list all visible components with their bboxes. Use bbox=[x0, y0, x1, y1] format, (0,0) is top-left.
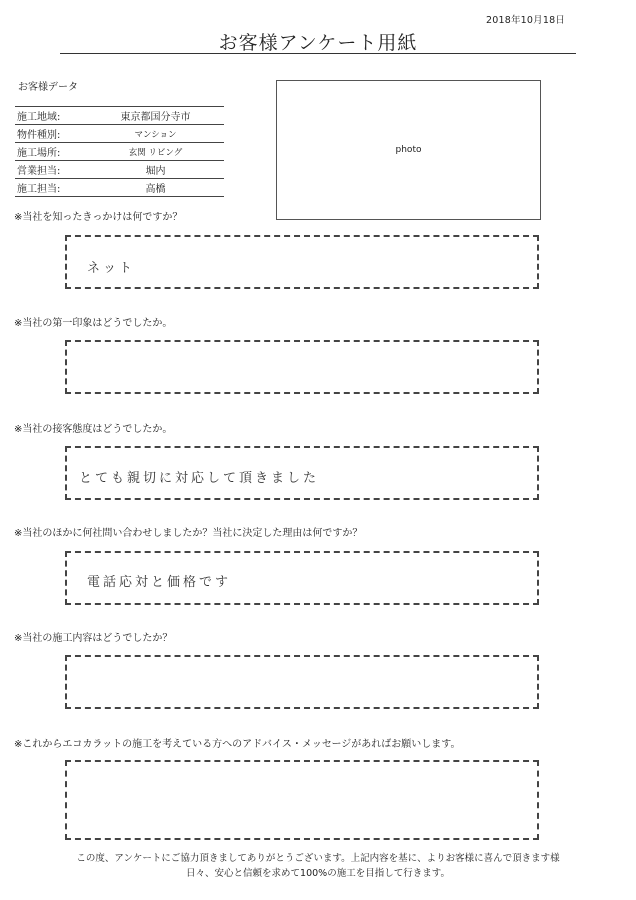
table-row bbox=[15, 179, 224, 197]
table-row bbox=[15, 143, 224, 161]
photo-placeholder bbox=[276, 80, 541, 220]
photo-label: photo bbox=[395, 145, 422, 155]
question-service-attitude: ※当社の接客態度はどうでしたか。 bbox=[14, 424, 173, 435]
row-label-area: 施工地域: bbox=[15, 107, 87, 125]
page-title: お客様アンケート用紙 bbox=[218, 32, 418, 54]
table-row bbox=[15, 125, 224, 143]
answer-text-how-found: ネット bbox=[87, 261, 136, 276]
row-value-sales-rep: 堀内 bbox=[87, 161, 224, 179]
title-underline bbox=[60, 53, 576, 54]
row-value-area: 東京都国分寺市 bbox=[87, 107, 224, 125]
row-value-installer: 高橋 bbox=[87, 179, 224, 197]
question-installation-quality: ※当社の施工内容はどうでしたか？ bbox=[14, 633, 173, 644]
row-value-property-type: マンション bbox=[87, 125, 224, 143]
question-how-found: ※当社を知ったきっかけは何ですか？ bbox=[14, 212, 183, 223]
answer-box-first-impression[interactable] bbox=[65, 340, 539, 394]
footer-line-1: この度、アンケートにご協力頂きましてありがとうございます。上記内容を基に、よりお客様に喜んで頂きます様 bbox=[76, 853, 560, 864]
question-first-impression: ※当社の第一印象はどうでしたか。 bbox=[14, 318, 173, 329]
answer-text-other-companies: 電話応対と価格です bbox=[87, 575, 232, 590]
answer-box-installation-quality[interactable] bbox=[65, 655, 539, 709]
customer-data-table bbox=[15, 106, 224, 197]
row-label-sales-rep: 営業担当: bbox=[15, 161, 87, 179]
answer-box-how-found[interactable] bbox=[65, 235, 539, 289]
question-advice-message: ※これからエコカラットの施工を考えている方へのアドバイス・メッセージがあればお願いします。 bbox=[14, 739, 461, 750]
survey-date: 2018年10月18日 bbox=[486, 15, 566, 26]
row-label-location: 施工場所: bbox=[15, 143, 87, 161]
footer-line-2: 日々、安心と信頼を求めて100%の施工を目指して行きます。 bbox=[186, 868, 450, 879]
row-label-property-type: 物件種別: bbox=[15, 125, 87, 143]
answer-text-service-attitude: とても親切に対応して頂きました bbox=[79, 471, 320, 486]
row-label-installer: 施工担当: bbox=[15, 179, 87, 197]
answer-box-other-companies[interactable] bbox=[65, 551, 539, 605]
answer-box-service-attitude[interactable] bbox=[65, 446, 539, 500]
answer-box-advice-message[interactable] bbox=[65, 760, 539, 840]
customer-data-heading: お客様データ bbox=[18, 82, 78, 93]
row-value-location: 玄関 リビング bbox=[87, 143, 224, 161]
table-row bbox=[15, 161, 224, 179]
table-row bbox=[15, 107, 224, 125]
footer-message bbox=[10, 851, 626, 881]
question-other-companies: ※当社のほかに何社問い合わせしましたか？当社に決定した理由は何ですか？ bbox=[14, 528, 363, 539]
